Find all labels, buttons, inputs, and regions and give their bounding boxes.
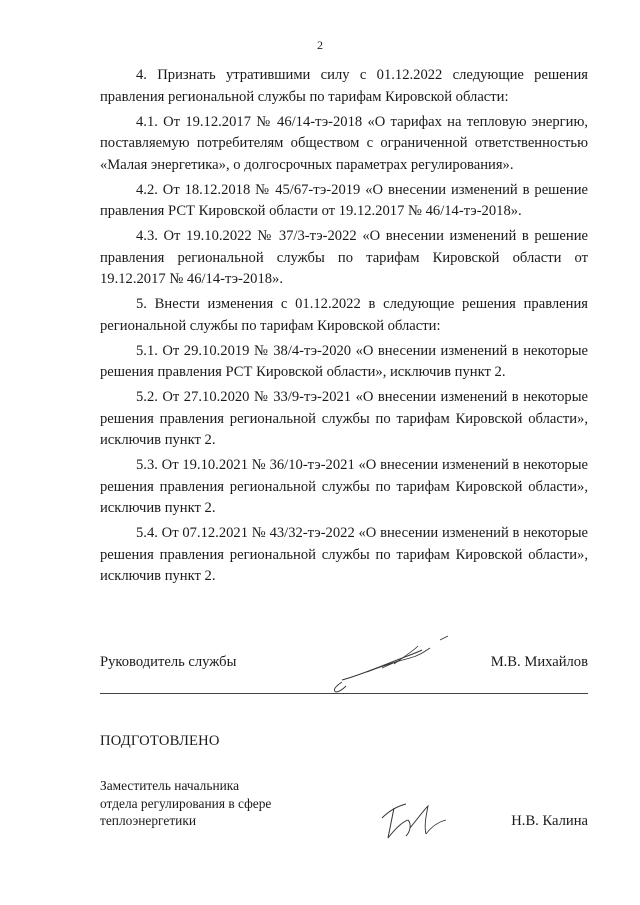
paragraph-5-1: 5.1. От 29.10.2019 № 38/4-тэ-2020 «О внесении изменений в некоторые решения правления РСТ Кировской области», исключив пункт 2. <box>100 342 588 380</box>
paragraph-5-4: 5.4. От 07.12.2021 № 43/32-тэ-2022 «О внесении изменений в некоторые решения правления региональной службы по тарифам Кировской области», исключив пункт 2. <box>100 525 588 584</box>
paragraph-4-2: 4.2. От 18.12.2018 № 45/67-тэ-2019 «О внесении изменений в решение правления РСТ Кировской области от 19.12.2017 № 46/14-тэ-2018». <box>100 181 588 219</box>
page-divider <box>100 693 588 694</box>
head-name: М.В. Михайлов <box>490 654 588 670</box>
paragraph-4-3: 4.3. От 19.10.2022 № 37/3-тэ-2022 «О внесении изменений в решение правления региональной службы по тарифам Кировской области от 19.12.2017 № 46/14-тэ-2018». <box>100 228 588 287</box>
preparer-position <box>100 777 271 830</box>
preparer-position-line: Заместитель начальника <box>100 778 240 793</box>
preparer-position-line: теплоэнергетики <box>100 813 197 828</box>
paragraph-4-1: 4.1. От 19.12.2017 № 46/14-тэ-2018 «О тарифах на тепловую энергию, поставляемую потребителям обществом с ограниченной ответственностью «Малая энергетика», о долгосрочных параметрах регулирования». <box>100 113 588 173</box>
decision-body <box>100 65 588 591</box>
preparer-position-line: отдела регулирования в сфере <box>100 795 272 811</box>
prepared-label: ПОДГОТОВЛЕНО <box>100 733 220 749</box>
preparer-name: Н.В. Калина <box>511 813 588 829</box>
paragraph-5: 5. Внести изменения с 01.12.2022 в следующие решения правления региональной службы по тарифам Кировской области: <box>100 296 588 334</box>
paragraph-5-2: 5.2. От 27.10.2020 № 33/9-тэ-2021 «О внесении изменений в некоторые решения правления региональной службы по тарифам Кировской области», исключив пункт 2. <box>100 389 588 448</box>
paragraph-5-3: 5.3. От 19.10.2021 № 36/10-тэ-2021 «О внесении изменений в некоторые решения правления региональной службы по тарифам Кировской области», исключив пункт 2. <box>100 457 588 516</box>
page-number: 2 <box>317 38 323 52</box>
head-handwritten-signature <box>322 628 472 696</box>
paragraph-4: 4. Признать утратившими силу с 01.12.2022 следующие решения правления региональной службы по тарифам Кировской области: <box>100 67 588 105</box>
preparer-handwritten-signature <box>376 798 456 844</box>
head-position: Руководитель службы <box>100 654 237 670</box>
